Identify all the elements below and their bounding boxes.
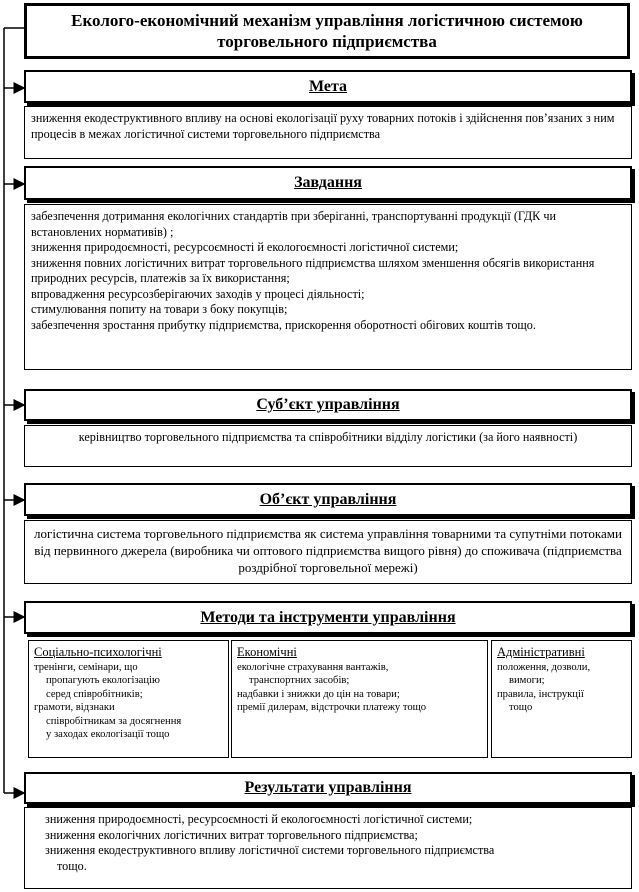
column-line: співробітникам за досягнення [46, 715, 182, 727]
column-line: екологічне страхування вантажів, [237, 662, 389, 673]
methods-column-social [28, 640, 229, 758]
task-item: впровадження ресурсозберігаючих заходів у процесі діяльності; [31, 286, 365, 301]
column-line: тренінги, семінари, що [34, 662, 138, 673]
column-line: вимоги; [509, 675, 545, 687]
column-line: надбавки і знижки до цін на товари; [237, 688, 400, 700]
methods-column-economic [231, 640, 488, 758]
column-line: премії дилерам, відстрочки платежу тощо [237, 702, 427, 714]
subject-content [24, 425, 632, 467]
results-heading: Результати управління [24, 772, 632, 804]
task-item: стимулювання попиту на товари з боку покупців; [31, 302, 288, 316]
subject-heading: Суб’єкт управління [24, 389, 632, 421]
results-content [24, 807, 632, 889]
column-title: Соціально-психологічні [34, 645, 162, 659]
result-item: тощо. [57, 858, 87, 873]
column-line: серед співробітників; [46, 688, 143, 700]
task-item: забезпечення дотримання екологічних стандартів при зберіганні, транспортуванні продукції (ГДК чи встановлених нормативів) ; [31, 209, 556, 239]
column-line: грамоти, відзнаки [34, 702, 115, 714]
column-line: положення, дозволи, [497, 662, 591, 673]
task-item: зниження природоємності, ресурсоємності й екологоємності логістичної системи; [31, 240, 459, 254]
column-title: Економічні [237, 645, 297, 659]
subject-text: керівництво торговельного підприємства та співробітники відділу логістики (за його наявності) [78, 430, 578, 444]
task-item: зниження повних логістичних витрат торговельного підприємства шляхом зменшення обсягів використання природних ресурсів, платежів за їх використання; [31, 255, 595, 285]
object-heading: Об’єкт управління [24, 483, 632, 516]
column-line: транспортних засобів; [249, 675, 350, 687]
methods-column-administrative [491, 640, 632, 758]
column-line: пропагують екологізацію [46, 675, 160, 687]
goal-text: зниження екодеструктивного впливу на основі екологізації руху товарних потоків і здійснення пов’язаних з ним процесів в межах логістичної системи торговельного підприємства [31, 111, 615, 141]
diagram-title: Еколого-економічний механізм управління логістичною системою торговельного підприємства [24, 3, 630, 59]
object-content [24, 520, 632, 584]
goal-content [24, 106, 632, 159]
task-item: забезпечення зростання прибутку підприємства, прискорення оборотності обігових коштів тощо. [31, 317, 536, 332]
column-line: тощо [509, 702, 533, 714]
column-line: у заходах екологізації тощо [46, 729, 170, 741]
tasks-content [24, 204, 632, 370]
result-item: зниження природоємності, ресурсоємності й екологоємності логістичної системи; [45, 812, 473, 826]
column-line: правила, інструкції [497, 688, 584, 700]
result-item: зниження екодеструктивного впливу логістичної системи торговельного підприємства [45, 843, 495, 857]
tasks-heading: Завдання [24, 166, 632, 200]
result-item: зниження екологічних логістичних витрат торговельного підприємства; [45, 827, 418, 842]
object-text: логістична система торговельного підприємства як система управління товарними та супутніми потоками від первинного джерела (виробника чи оптового підприємства вищого рівня) до споживача (підприємства роздрібної торговельної мережі) [34, 526, 622, 575]
column-title: Адміністративні [497, 645, 585, 659]
methods-heading: Методи та інструменти управління [24, 601, 632, 634]
goal-heading: Мета [24, 70, 632, 103]
